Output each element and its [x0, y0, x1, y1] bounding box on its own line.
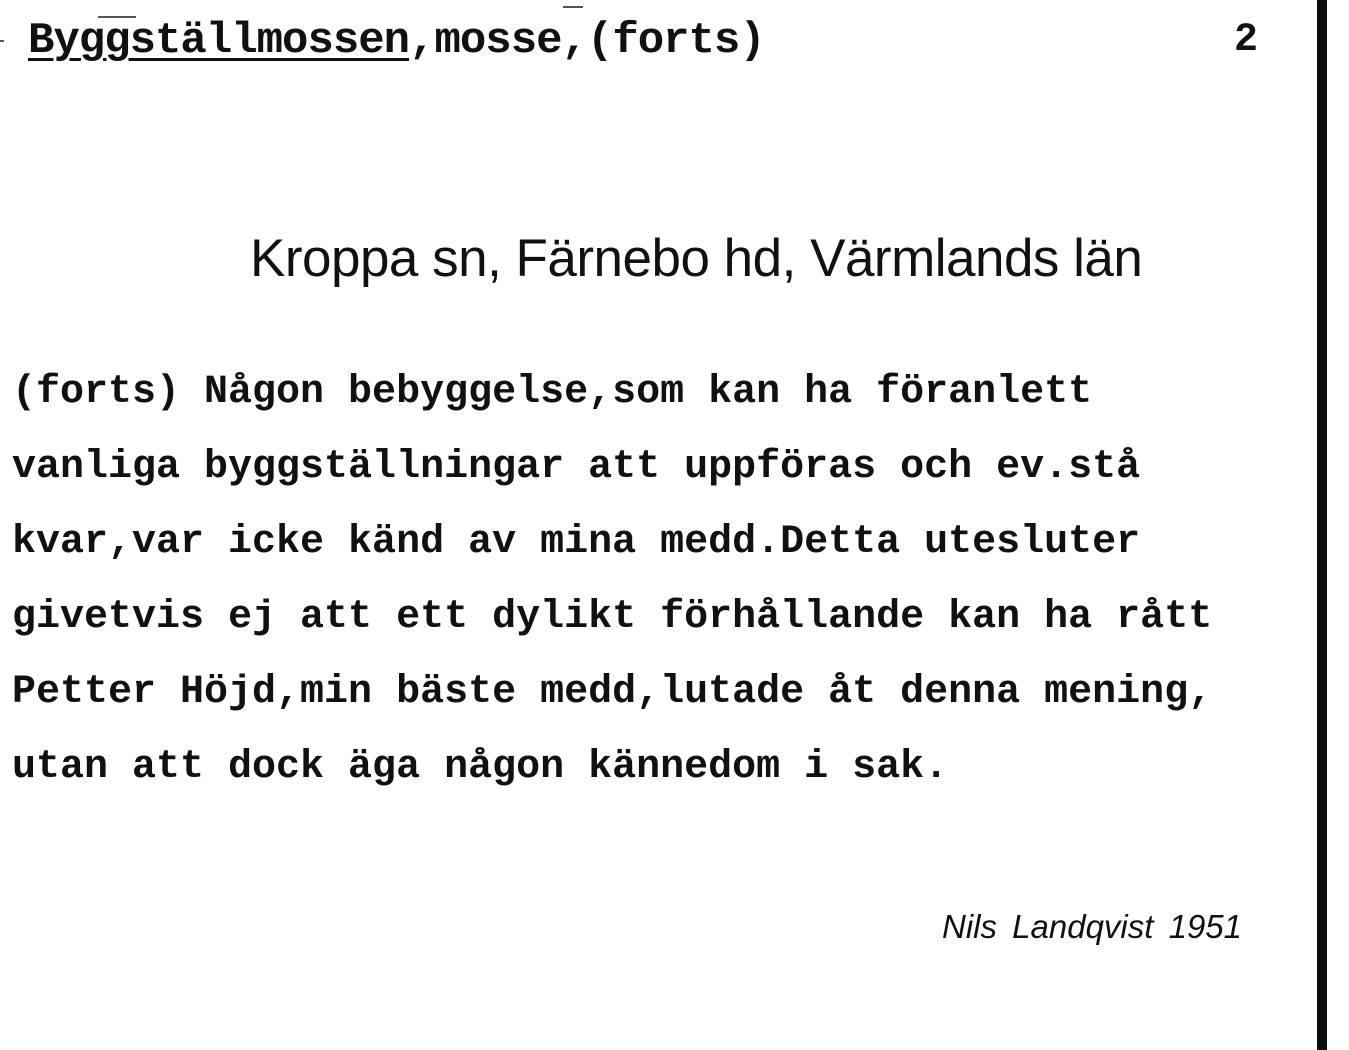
body-line: utan att dock äga någon kännedom i sak.: [12, 745, 949, 790]
body-line: (forts) Någon bebyggelse,som kan ha föranlett: [12, 370, 1093, 415]
place-stamp: Kroppa sn, Färnebo hd, Värmlands län: [250, 229, 1143, 288]
scan-mark: [563, 6, 583, 8]
signature-stamp: Nils Landqvist 1951: [942, 908, 1243, 945]
scan-mark: [0, 40, 4, 42]
body-line: givetvis ej att ett dylikt förhållande kan ha rått: [12, 595, 1213, 640]
card-header: [28, 16, 765, 66]
entry-title-suffix: ,mosse,(forts): [409, 16, 765, 66]
body-line: vanliga byggställningar att uppföras och ev.stå: [12, 445, 1141, 490]
entry-title: Byggställmossen: [28, 16, 410, 66]
card-body: [12, 355, 1212, 805]
card-edge-border: [1317, 0, 1327, 1050]
card-number: 2: [1234, 18, 1259, 63]
body-line: kvar,var icke känd av mina medd.Detta utesluter: [12, 520, 1141, 565]
body-line: Petter Höjd,min bäste medd,lutade åt denna mening,: [12, 670, 1213, 715]
